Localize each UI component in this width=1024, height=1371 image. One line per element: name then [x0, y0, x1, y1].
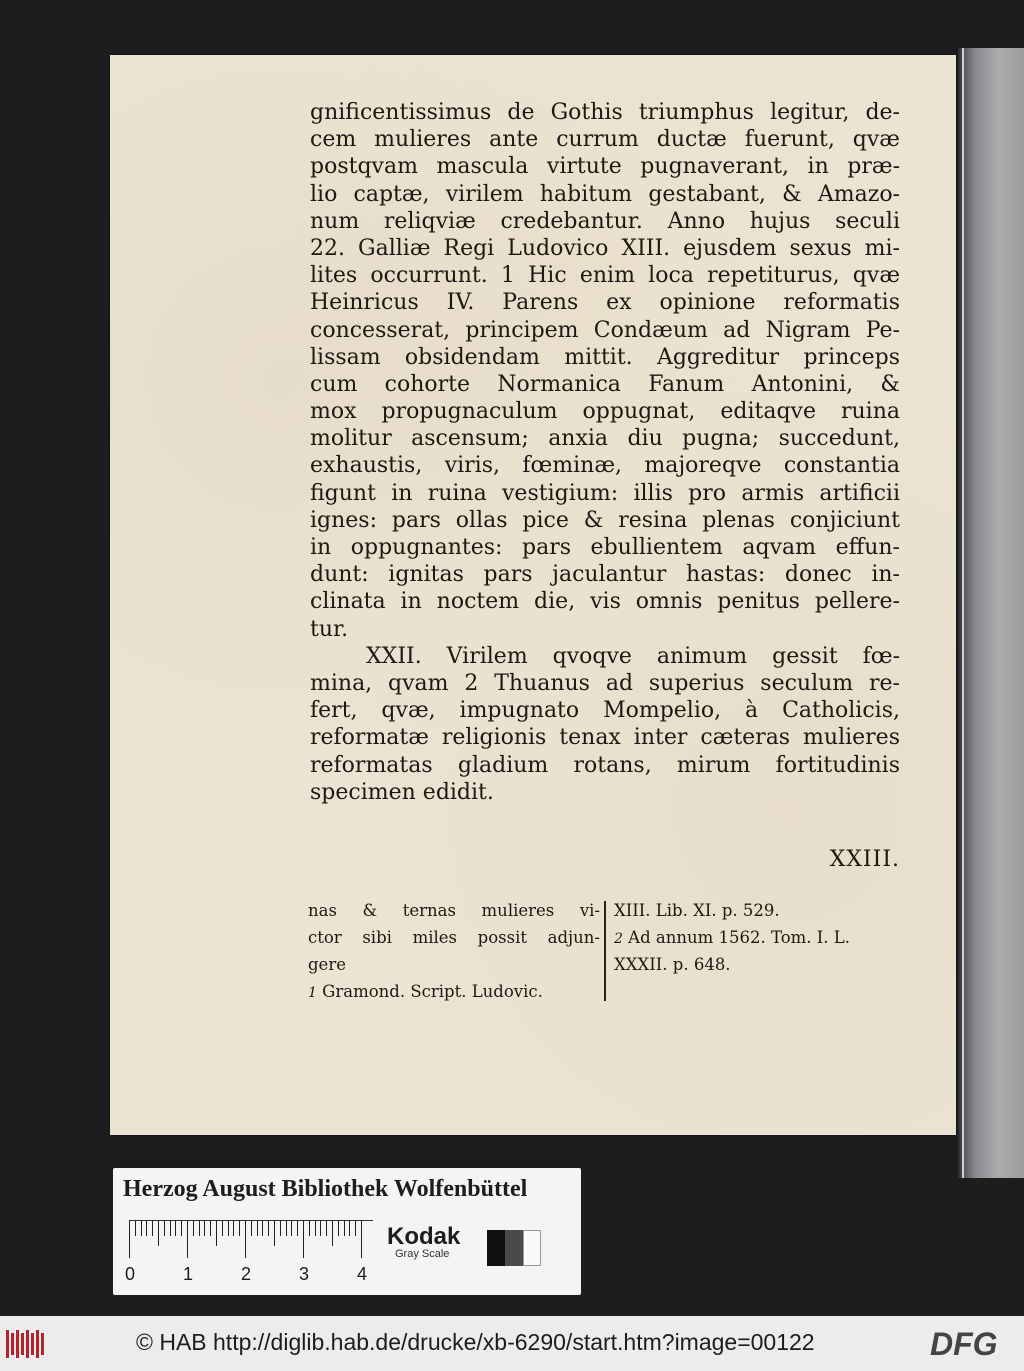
catchword: XXIII.	[829, 847, 900, 872]
ruler-tick	[170, 1220, 171, 1236]
ruler-tick	[344, 1220, 345, 1236]
ruler-tick	[291, 1220, 292, 1236]
ruler-tick	[245, 1220, 246, 1258]
footnote-line	[614, 924, 914, 951]
text-line: XXII. Virilem qvoqve animum gessit fœ-	[366, 643, 900, 669]
ruler-tick	[320, 1220, 321, 1236]
text-line: tur.	[310, 616, 349, 642]
text-line: molitur ascensum; anxia diu pugna; succedunt,	[310, 426, 900, 452]
text-line: 22. Galliæ Regi Ludovico XIII. ejusdem sexus mi-	[310, 235, 900, 261]
ruler-tick	[239, 1220, 240, 1236]
ruler-tick	[199, 1220, 200, 1236]
ruler-tick	[280, 1220, 281, 1236]
text-line: lio captæ, virilem habitum gestabant, & Amazo-	[310, 181, 900, 207]
ruler-tick	[262, 1220, 263, 1236]
text-line: Heinricus IV. Parens ex opinione reformatis	[310, 290, 900, 316]
text-line: reformatæ religionis tenax inter cæteras mulieres	[310, 725, 900, 751]
ruler-tick	[274, 1220, 275, 1246]
dfg-logo: DFG	[930, 1326, 998, 1362]
text-line: exhaustis, viris, fœminæ, majoreqve constantia	[310, 453, 900, 479]
ruler-tick	[315, 1220, 316, 1236]
footnote-line	[308, 978, 600, 1005]
text-line: fert, qvæ, impugnato Mompelio, à Catholicis,	[310, 698, 900, 724]
ruler-tick	[355, 1220, 356, 1236]
ruler-tick	[251, 1220, 252, 1236]
ruler-tick	[181, 1220, 182, 1236]
ruler-tick	[222, 1220, 223, 1236]
text-line: lissam obsidendam mittit. Aggreditur princeps	[310, 344, 900, 370]
ruler-tick	[175, 1220, 176, 1236]
hab-logo-icon	[6, 1330, 46, 1358]
text-line: in oppugnantes: pars ebullientem aqvam effun-	[310, 535, 900, 560]
footer-bar	[0, 1316, 1024, 1371]
ruler-tick	[129, 1220, 130, 1258]
footnote-column-right	[614, 897, 914, 978]
book-page	[110, 55, 956, 1135]
ruler-tick	[141, 1220, 142, 1236]
text-line: ignes: pars ollas pice & resina plenas conjiciunt	[310, 507, 900, 533]
text-line: mox propugnaculum oppugnat, editaqve ruina	[310, 399, 900, 425]
adjacent-page-edge	[958, 48, 1024, 1178]
swatch-white	[523, 1230, 541, 1266]
text-line: lites occurrunt. 1 Hic enim loca repetiturus, qvæ	[310, 263, 900, 289]
copyright-link[interactable]: © HAB http://diglib.hab.de/drucke/xb-6290/start.htm?image=00122	[136, 1329, 815, 1355]
ruler-number: 3	[299, 1264, 310, 1284]
ruler-number: 1	[183, 1264, 194, 1284]
footnote-marker: 1	[308, 985, 317, 1001]
ruler-tick	[338, 1220, 339, 1236]
text-line: mina, qvam 2 Thuanus ad superius seculum re-	[310, 670, 900, 696]
footnote-line: XIII. Lib. XI. p. 529.	[614, 901, 780, 920]
text-line: specimen edidit.	[310, 779, 494, 805]
ruler-tick	[303, 1220, 304, 1258]
text-line: clinata in noctem die, vis omnis penitus pellere-	[310, 589, 900, 615]
library-name: Herzog August Bibliothek Wolfenbüttel	[123, 1176, 528, 1202]
ruler-number: 4	[357, 1264, 368, 1284]
ruler-tick	[152, 1220, 153, 1236]
ruler-number: 0	[125, 1264, 136, 1284]
ruler-tick	[326, 1220, 327, 1236]
ruler-tick	[361, 1220, 362, 1258]
ruler-tick	[193, 1220, 194, 1236]
text-line: cum cohorte Normanica Fanum Antonini, &	[310, 371, 900, 397]
ruler-tick	[158, 1220, 159, 1246]
ruler-tick	[233, 1220, 234, 1236]
swatch-dark-gray	[505, 1230, 523, 1266]
kodak-logo: Kodak	[387, 1223, 461, 1250]
ruler-tick	[332, 1220, 333, 1246]
footnote-line: gere	[308, 955, 346, 974]
text-line: postqvam mascula virtute pugnaverant, in præ-	[310, 154, 900, 180]
gray-scale-label: Gray Scale	[395, 1248, 450, 1260]
ruler-tick	[146, 1220, 147, 1236]
ruler-tick	[210, 1220, 211, 1236]
footnote-line: ctor sibi miles possit adjun-	[308, 928, 600, 947]
ruler-tick	[228, 1220, 229, 1236]
footnote-line: nas & ternas mulieres vi-	[308, 901, 600, 920]
footnote-text: Ad annum 1562. Tom. I. L.	[628, 928, 850, 947]
text-line: num reliqviæ credebantur. Anno hujus seculi	[310, 208, 900, 234]
swatch-black	[487, 1230, 505, 1266]
footnote-text: Gramond. Script. Ludovic.	[322, 982, 543, 1001]
footnote-line: XXXII. p. 648.	[614, 955, 731, 974]
ruler-tick	[187, 1220, 188, 1258]
text-line: figunt in ruina vestigium: illis pro armis artificii	[310, 480, 900, 506]
ruler-tick	[216, 1220, 217, 1246]
footnote-divider	[604, 901, 606, 1001]
ruler-tick	[257, 1220, 258, 1236]
ruler-tick	[204, 1220, 205, 1236]
ruler-tick	[164, 1220, 165, 1236]
text-line: cem mulieres ante currum ductæ fuerunt, qvæ	[310, 127, 900, 153]
ruler	[125, 1220, 373, 1284]
ruler-tick	[286, 1220, 287, 1236]
footnote-marker: 2	[614, 931, 623, 947]
text-line: gnificentissimus de Gothis triumphus legitur, de-	[310, 100, 900, 125]
footnote-column-left	[308, 897, 600, 1005]
text-line: dunt: ignitas pars jaculantur hastas: donec in-	[310, 562, 900, 588]
ruler-tick	[309, 1220, 310, 1236]
ruler-tick	[349, 1220, 350, 1236]
color-scale-card	[113, 1168, 581, 1295]
ruler-tick	[135, 1220, 136, 1236]
ruler-number: 2	[241, 1264, 252, 1284]
page-body-text	[310, 99, 900, 806]
text-line: reformatas gladium rotans, mirum fortitudinis	[310, 752, 900, 778]
text-line: concesserat, principem Condæum ad Nigram Pe-	[310, 317, 900, 343]
ruler-tick	[268, 1220, 269, 1236]
ruler-tick	[297, 1220, 298, 1236]
